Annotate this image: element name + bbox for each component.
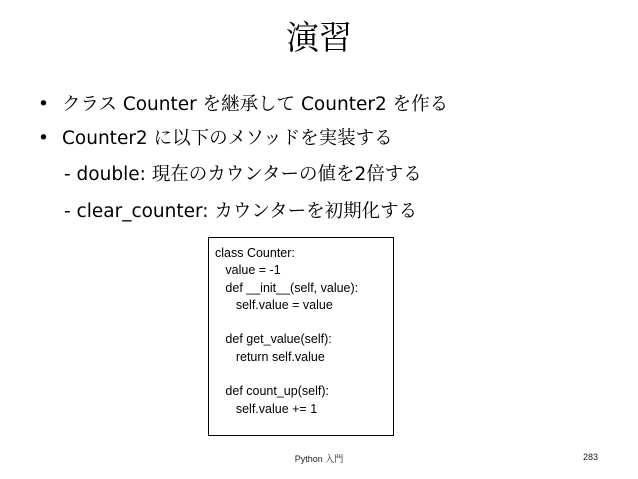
code-line xyxy=(215,366,393,383)
bullet-item xyxy=(38,122,618,156)
slide-title: 演習 xyxy=(286,18,352,57)
code-line xyxy=(215,314,393,331)
bullet-text: クラス Counter を継承して Counter2 を作る xyxy=(62,94,449,115)
sub-item-double: - double: 現在のカウンターの値を2倍する xyxy=(64,164,422,185)
bullet-marker: • xyxy=(38,94,49,115)
code-line: def get_value(self): xyxy=(215,332,332,347)
code-line: value = -1 xyxy=(215,263,281,278)
code-line: def count_up(self): xyxy=(215,384,329,399)
code-line: self.value += 1 xyxy=(215,401,318,416)
bullet-text: Counter2 に以下のメソッドを実装する xyxy=(62,128,393,149)
code-line: class Counter: xyxy=(215,246,295,260)
bullet-list xyxy=(38,88,618,230)
code-box xyxy=(208,237,394,436)
code-line: return self.value xyxy=(215,349,325,364)
code-line: def __init__(self, value): xyxy=(215,280,359,295)
footer-course-title: Python 入門 xyxy=(294,454,344,464)
page-number: 283 xyxy=(583,452,599,462)
code-line: self.value = value xyxy=(215,297,333,312)
bullet-marker: • xyxy=(38,128,49,149)
bullet-item xyxy=(38,88,618,122)
sub-item-clear-counter: - clear_counter: カウンターを初期化する xyxy=(64,201,418,222)
